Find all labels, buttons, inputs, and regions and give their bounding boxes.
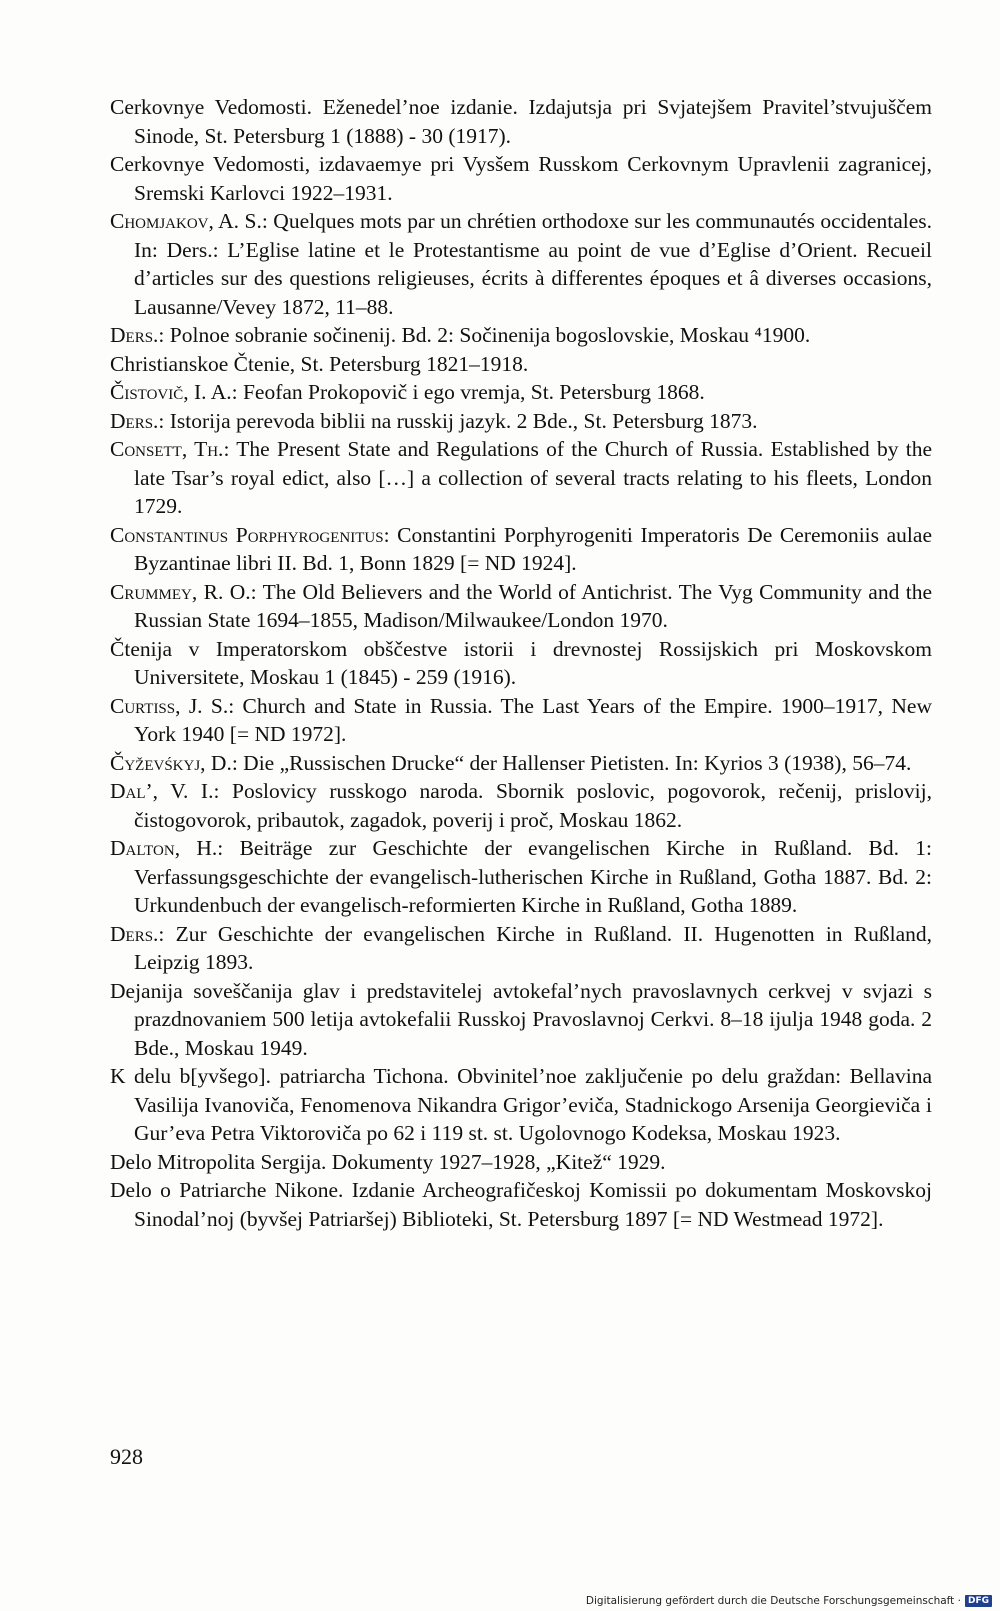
entry-text: Cerkovnye Vedomosti, izdavaemye pri Vysšem Russkom Cerkovnym Upravlenii zagranicej, Sremski Karlovci 1922–1931. bbox=[110, 152, 932, 205]
footer-text: Digitalisierung gefördert durch die Deutsche Forschungsgemeinschaft · bbox=[585, 1595, 961, 1607]
entry-text: : Istorija perevoda biblii na russkij jazyk. 2 Bde., St. Petersburg 1873. bbox=[158, 408, 758, 433]
entry-text: : Zur Geschichte der evangelischen Kirche in Rußland. II. Hugenotten in Rußland, Leipzig 1893. bbox=[134, 921, 932, 974]
bibliography-entry bbox=[110, 1148, 932, 1177]
entry-author: Ders. bbox=[110, 921, 159, 946]
entry-text: Delo Mitropolita Sergija. Dokumenty 1927–1928, „Kitež“ 1929. bbox=[110, 1149, 666, 1174]
entry-author: Čyževśkyj, D. bbox=[110, 750, 232, 775]
entry-author: Ders. bbox=[110, 408, 159, 433]
entry-text: : Quelques mots par un chrétien orthodoxe sur les communautés occidentales. In: Ders.: L’Eglise latine et le Protestantisme au point de vue d’Eglise d’Orient. Recueil d’articles sur des questions religieuses, écrits à differentes époques et â diverses occasions, Lausanne/Vevey 1872, 11–88. bbox=[134, 209, 932, 319]
bibliography-entry bbox=[110, 578, 932, 635]
entry-author: Dalton, H. bbox=[110, 836, 218, 860]
bibliography-entry bbox=[110, 777, 932, 834]
bibliography-entry bbox=[110, 321, 932, 350]
bibliography-entry bbox=[110, 692, 932, 749]
bibliography-entry bbox=[110, 977, 932, 1063]
dfg-logo-icon: DFG bbox=[965, 1595, 992, 1607]
bibliography-entry bbox=[110, 435, 932, 521]
entry-text: Delo o Patriarche Nikone. Izdanie Archeografičeskoj Komissii po dokumentam Moskovskoj Sinodal’noj (byvšej Patriaršej) Biblioteki, St. Petersburg 1897 [= ND Westmead 1972]. bbox=[110, 1178, 932, 1231]
entry-author: Constantinus Porphyrogenitus bbox=[110, 522, 384, 547]
entry-text: Čtenija v Imperatorskom obščestve istorii i drevnostej Rossijskich pri Moskovskom Universitete, Moskau 1 (1845) - 259 (1916). bbox=[110, 636, 932, 689]
bibliography-entry bbox=[110, 150, 932, 207]
bibliography-entry bbox=[110, 834, 932, 920]
bibliography-entry bbox=[110, 521, 932, 578]
bibliography-list bbox=[110, 93, 932, 1233]
bibliography-entry bbox=[110, 378, 932, 407]
entry-author: Chomjakov, A. S. bbox=[110, 209, 262, 233]
bibliography-entry bbox=[110, 350, 932, 379]
bibliography-entry bbox=[110, 635, 932, 692]
entry-text: : Die „Russischen Drucke“ der Hallenser Pietisten. In: Kyrios 3 (1938), 56–74. bbox=[231, 750, 912, 775]
digitization-footer bbox=[586, 1595, 992, 1607]
bibliography-entry bbox=[110, 93, 932, 150]
entry-text: Christianskoe Čtenie, St. Petersburg 1821–1918. bbox=[110, 351, 529, 376]
page-number: 928 bbox=[110, 1444, 143, 1469]
bibliography-entry bbox=[110, 1176, 932, 1233]
entry-text: : Polnoe sobranie sočinenij. Bd. 2: Sočinenija bogoslovskie, Moskau ⁴1900. bbox=[158, 323, 811, 347]
bibliography-entry bbox=[110, 407, 932, 436]
entry-author: Čistovič, I. A. bbox=[110, 380, 232, 404]
entry-text: : The Present State and Regulations of the Church of Russia. Established by the late Tsar’s royal edict, also […] a collection of several tracts relating to his fleets, London 1729. bbox=[134, 437, 932, 518]
entry-text: : Feofan Prokopovič i ego vremja, St. Petersburg 1868. bbox=[231, 380, 705, 404]
bibliography-entry bbox=[110, 749, 932, 778]
bibliography-entry bbox=[110, 920, 932, 977]
entry-text: K delu b[yvšego]. patriarcha Tichona. Obvinitel’noe zaključenie po delu graždan: Bellavina Vasilija Ivanoviča, Fenomenova Nikandra Grigor’eviča, Stadnickogo Arsenija Georgieviča i Gur’eva Petra Viktoroviča po 62 i 119 st. st. Ugolovnogo Kodeksa, Moskau 1923. bbox=[110, 1064, 932, 1145]
entry-author: Ders. bbox=[110, 323, 159, 347]
entry-author: Consett, Th. bbox=[110, 437, 224, 461]
entry-text: Dejanija soveščanija glav i predstavitelej avtokefal’nych pravoslavnych cerkvej v svjazi s prazdnovaniem 500 letija avtokefalii Russkoj Pravoslavnoj Cerkvi. 8–18 ijulja 1948 goda. 2 Bde., Moskau 1949. bbox=[110, 978, 932, 1060]
entry-author: Curtiss, J. S. bbox=[110, 693, 229, 718]
entry-author: Crummey, R. O. bbox=[110, 579, 251, 604]
entry-author: Dal’, V. I. bbox=[110, 779, 214, 803]
entry-text: : Church and State in Russia. The Last Years of the Empire. 1900–1917, New York 1940 [= ND 1972]. bbox=[134, 693, 932, 746]
entry-text: Cerkovnye Vedomosti. Eženedel’noe izdanie. Izdajutsja pri Svjatejšem Pravitel’stvujuščem Sinode, St. Petersburg 1 (1888) - 30 (1917). bbox=[110, 95, 932, 148]
entry-text: : Beiträge zur Geschichte der evangelischen Kirche in Rußland. Bd. 1: Verfassungsgeschichte der evangelisch-lutherischen Kirche in Rußland, Gotha 1887. Bd. 2: Urkundenbuch der evangelisch-reformierten Kirche in Rußland, Gotha 1889. bbox=[134, 836, 932, 917]
entry-text: : Poslovicy russkogo naroda. Sbornik poslovic, pogovorok, rečenij, prislovij, čistogovorok, pribautok, zagadok, poverij i proč, Moskau 1862. bbox=[134, 779, 932, 832]
bibliography-entry bbox=[110, 1062, 932, 1148]
entry-text: : The Old Believers and the World of Antichrist. The Vyg Community and the Russian State 1694–1855, Madison/Milwaukee/London 1970. bbox=[134, 579, 932, 632]
bibliography-entry bbox=[110, 207, 932, 321]
entry-text: : Constantini Porphyrogeniti Imperatoris De Ceremoniis aulae Byzantinae libri II. Bd. 1, Bonn 1829 [= ND 1924]. bbox=[134, 522, 932, 575]
